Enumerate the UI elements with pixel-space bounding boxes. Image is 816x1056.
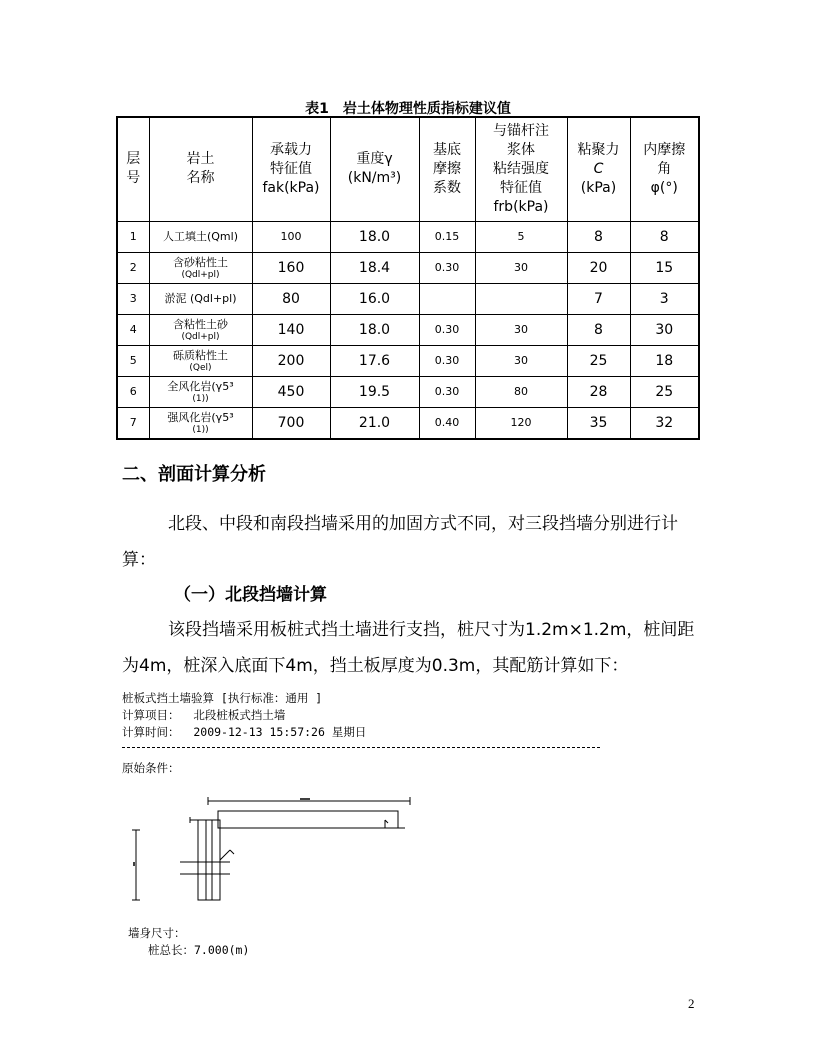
paragraph-north-wall-text: 该段挡墙采用板桩式挡土墙进行支挡，桩尺寸为1.2m×1.2m，桩间距为4m，桩深入底面下4m，挡土板厚度为0.3m，其配筋计算如下： <box>122 620 695 676</box>
cell-gamma: 18.4 <box>330 252 419 283</box>
cell-base-friction: 0.30 <box>419 314 475 345</box>
calc-separator <box>122 747 600 748</box>
header-friction-angle: 内摩擦 角 φ(°) <box>630 117 699 221</box>
cell-bond-strength: 30 <box>475 314 567 345</box>
cell-rock-name: 强风化岩(γ5³ (1)) <box>149 407 252 439</box>
cell-rock-name: 全风化岩(γ5³ (1)) <box>149 376 252 407</box>
cell-rock-name: 砾质粘性土 (Qel) <box>149 345 252 376</box>
cell-bearing: 140 <box>252 314 330 345</box>
cell-layer-no: 5 <box>117 345 149 376</box>
cell-bond-strength: 5 <box>475 221 567 252</box>
cell-cohesion: 7 <box>567 283 630 314</box>
table-title: 表1 岩土体物理性质指标建议值 <box>305 101 511 117</box>
cell-cohesion: 8 <box>567 314 630 345</box>
cell-base-friction: 0.30 <box>419 376 475 407</box>
cell-rock-name: 含粘性土砂 (Qdl+pl) <box>149 314 252 345</box>
paragraph-intro-text: 北段、中段和南段挡墙采用的加固方式不同，对三段挡墙分别进行计算： <box>122 514 678 570</box>
cell-bearing: 700 <box>252 407 330 439</box>
header-unit-weight: 重度γ (kN/m³) <box>330 117 419 221</box>
cell-layer-no: 1 <box>117 221 149 252</box>
cell-friction-angle: 30 <box>630 314 699 345</box>
cell-layer-no: 7 <box>117 407 149 439</box>
wall-diagram <box>120 790 430 910</box>
cell-layer-no: 4 <box>117 314 149 345</box>
cell-base-friction: 0.30 <box>419 345 475 376</box>
cell-cohesion: 35 <box>567 407 630 439</box>
pile <box>198 820 220 900</box>
cell-friction-angle: 3 <box>630 283 699 314</box>
table-row <box>117 252 699 283</box>
page-number: 2 <box>688 996 695 1011</box>
table-row <box>117 345 699 376</box>
cell-bearing: 100 <box>252 221 330 252</box>
cell-base-friction: 0.30 <box>419 252 475 283</box>
cell-gamma: 18.0 <box>330 221 419 252</box>
cell-bond-strength: 80 <box>475 376 567 407</box>
cell-layer-no: 3 <box>117 283 149 314</box>
cell-rock-name: 淤泥 (Qdl+pl) <box>149 283 252 314</box>
paragraph-intro <box>122 506 700 578</box>
cell-gamma: 21.0 <box>330 407 419 439</box>
cell-friction-angle: 18 <box>630 345 699 376</box>
cell-cohesion: 20 <box>567 252 630 283</box>
cell-rock-name: 人工填土(Qml) <box>149 221 252 252</box>
cell-layer-no: 2 <box>117 252 149 283</box>
cell-layer-no: 6 <box>117 376 149 407</box>
original-conditions-label: 原始条件： <box>122 761 180 775</box>
cell-bearing: 160 <box>252 252 330 283</box>
cell-bond-strength: 30 <box>475 252 567 283</box>
header-bond-strength: 与锚杆注 浆体 粘结强度 特征值 frb(kPa) <box>475 117 567 221</box>
header-name: 岩土 名称 <box>149 117 252 221</box>
table-row <box>117 221 699 252</box>
cell-friction-angle: 8 <box>630 221 699 252</box>
rock-properties-table <box>116 116 700 440</box>
cell-cohesion: 8 <box>567 221 630 252</box>
cell-cohesion: 28 <box>567 376 630 407</box>
cell-bearing: 80 <box>252 283 330 314</box>
cell-bond-strength: 120 <box>475 407 567 439</box>
cell-base-friction: 0.40 <box>419 407 475 439</box>
paragraph-north-wall <box>122 612 700 684</box>
cell-rock-name: 含砂粘性土 (Qdl+pl) <box>149 252 252 283</box>
wall-size-label: 墙身尺寸： <box>128 926 186 940</box>
cell-base-friction: 0.15 <box>419 221 475 252</box>
cell-gamma: 19.5 <box>330 376 419 407</box>
cell-friction-angle: 32 <box>630 407 699 439</box>
cell-gamma: 17.6 <box>330 345 419 376</box>
calc-time-line: 计算时间： 2009-12-13 15:57:26 星期日 <box>122 725 367 739</box>
cell-bearing: 200 <box>252 345 330 376</box>
cell-cohesion: 25 <box>567 345 630 376</box>
cell-friction-angle: 15 <box>630 252 699 283</box>
table-row <box>117 283 699 314</box>
cell-gamma: 16.0 <box>330 283 419 314</box>
cell-bond-strength: 30 <box>475 345 567 376</box>
table-row <box>117 314 699 345</box>
header-bearing: 承载力 特征值 fak(kPa) <box>252 117 330 221</box>
table-row <box>117 376 699 407</box>
subsection-heading: （一）北段挡墙计算 <box>174 585 327 605</box>
cell-bearing: 450 <box>252 376 330 407</box>
calc-title-line: 桩板式挡土墙验算 [执行标准：通用 ] <box>122 691 323 705</box>
table-row <box>117 407 699 439</box>
cell-gamma: 18.0 <box>330 314 419 345</box>
header-cohesion: 粘聚力 C (kPa) <box>567 117 630 221</box>
cell-bond-strength <box>475 283 567 314</box>
pile-length-line: 桩总长：7.000(m) <box>148 943 250 957</box>
table-header-row <box>117 117 699 221</box>
section-heading: 二、剖面计算分析 <box>122 464 266 485</box>
cell-base-friction <box>419 283 475 314</box>
header-layer: 层 号 <box>117 117 149 221</box>
cell-friction-angle: 25 <box>630 376 699 407</box>
calc-project-line: 计算项目： 北段桩板式挡土墙 <box>122 708 286 722</box>
retaining-plate <box>218 811 398 828</box>
header-base-friction: 基底 摩擦 系数 <box>419 117 475 221</box>
